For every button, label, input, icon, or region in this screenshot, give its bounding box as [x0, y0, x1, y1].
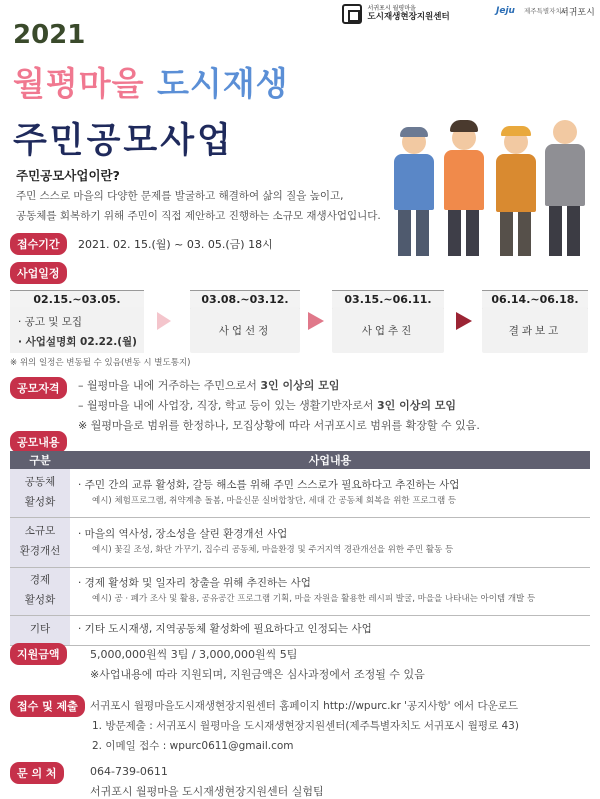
row-main-text: · 주민 간의 교류 활성화, 갈등 해소를 위해 주민 스스로가 필요하다고 추진하는 사업 — [78, 479, 460, 492]
intro-line2: 공동체를 회복하기 위해 주민이 직접 제안하고 진행하는 소규모 재생사업입니다. — [16, 210, 381, 222]
row-category — [10, 469, 70, 517]
row-category-line1: 기타 — [29, 623, 51, 636]
eligibility-item-1-bold: 3인 이상의 모임 — [260, 379, 340, 392]
row-category-line2: 활성화 — [24, 594, 56, 606]
eligibility-item-2-bold: 3인 이상의 모임 — [376, 399, 457, 412]
title-line1 — [13, 58, 289, 105]
content-col-category: 구분 — [10, 451, 70, 469]
row-content — [70, 615, 590, 645]
schedule-label: 사업일정 — [10, 262, 67, 284]
row-main-text: · 기타 도시재생, 지역공동체 활성화에 필요하다고 인정되는 사업 — [78, 623, 372, 636]
period-value: 2021. 02. 15.(월) ~ 03. 05.(금) 18시 — [78, 238, 273, 251]
schedule-note: ※ 위의 일정은 변동될 수 있음(변동 시 별도통지) — [10, 358, 191, 368]
table-row — [10, 567, 590, 615]
row-content — [70, 567, 590, 615]
schedule-date-1: 02.15.~03.05. — [10, 290, 144, 309]
eligibility-item-1 — [78, 377, 339, 393]
chef-figure — [544, 116, 586, 260]
submission-tag — [10, 695, 85, 717]
submission-item-1: 1. 방문제출 : 서귀포시 월평마을 도시재생현장지원센터(제주특별자치도 서귀포시 월평로 43) — [92, 720, 519, 732]
schedule-date-2: 03.08.~03.12. — [190, 290, 300, 309]
schedule-arrow-1 — [157, 312, 171, 330]
content-table — [10, 451, 590, 646]
row-category-line1: 공동체 — [24, 475, 56, 488]
schedule-arrow-2 — [308, 312, 324, 330]
funding-tag — [10, 643, 67, 665]
schedule-tag — [10, 262, 67, 284]
row-main-text: · 마을의 역사성, 장소성을 살린 환경개선 사업 — [78, 528, 288, 541]
row-category-line1: 경제 — [29, 574, 51, 587]
page-title: 주민공모사업 — [13, 121, 234, 161]
city-logo-name: 서귀포시 — [560, 8, 595, 18]
schedule-arrow-3 — [456, 312, 472, 330]
jeju-logo-name: 제주특별자치도 — [524, 7, 568, 15]
funding-note: ※사업내용에 따라 지원되며, 지원금액은 심사과정에서 조정될 수 있음 — [90, 668, 425, 681]
row-example-text: 예시) 공 · 폐가 조사 및 활용, 공유공간 프로그램 기획, 마을 자원을 활용한 레시피 발굴, 마을을 나타내는 아이템 개발 등 — [92, 594, 536, 605]
title-pink: 월평마을 — [13, 64, 145, 103]
year-label: 2021 — [13, 20, 86, 50]
schedule-step-1 — [10, 307, 144, 353]
table-row — [10, 615, 590, 645]
schedule-step-1-line2: · 사업설명회 02.22.(월) — [18, 335, 137, 348]
content-table-header — [10, 451, 590, 469]
row-example-text: 예시) 꽃길 조성, 화단 가꾸기, 집수리 공동체, 마을환경 및 주거지역 경관개선을 위한 주민 활동 등 — [92, 545, 454, 556]
table-row — [10, 517, 590, 567]
eligibility-item-1-text: – 월평마을 내에 거주하는 주민으로서 — [78, 379, 261, 392]
funding-value: 5,000,000원씩 3팀 / 3,000,000원씩 5팀 — [90, 648, 298, 661]
cook-figure — [442, 122, 486, 260]
eligibility-tag — [10, 377, 67, 399]
content-label: 공모내용 — [10, 431, 67, 453]
row-category — [10, 615, 70, 645]
submission-label: 접수 및 제출 — [10, 695, 85, 717]
worker-figure — [494, 126, 538, 260]
eligibility-item-2 — [78, 397, 456, 413]
row-category-line1: 소규모 — [24, 525, 56, 538]
table-row — [10, 469, 590, 517]
jeju-logo-mark: Jeju — [496, 6, 515, 16]
intro-line1: 주민 스스로 마을의 다양한 문제를 발굴하고 해결하여 삶의 질을 높이고, — [16, 190, 344, 202]
schedule-date-3: 03.15.~06.11. — [332, 290, 444, 309]
content-col-description: 사업내용 — [70, 451, 590, 469]
schedule-step-4: 결과보고 — [482, 307, 588, 353]
period-tag — [10, 233, 67, 255]
contact-label: 문 의 처 — [10, 762, 64, 784]
content-tag — [10, 431, 67, 453]
period-label: 접수기간 — [10, 233, 67, 255]
row-category — [10, 567, 70, 615]
center-logo-name: 도시재생현장지원센터 — [367, 11, 450, 22]
schedule-step-2: 사업선정 — [190, 307, 300, 353]
eligibility-note: ※ 월평마을로 범위를 한정하나, 모집상황에 따라 서귀포시로 범위를 확장할 수 있음. — [78, 419, 480, 432]
contact-org: 서귀포시 월평마을 도시재생현장지원센터 실험팀 — [90, 785, 324, 798]
center-logo — [342, 4, 450, 24]
farmer-figure — [392, 130, 436, 260]
residents-illustration — [378, 112, 588, 264]
submission-item-2: 2. 이메일 접수 : wpurc0611@gmail.com — [92, 740, 294, 752]
row-content — [70, 469, 590, 517]
row-example-text: 예시) 체험프로그램, 취약계층 돌봄, 마을신문 실버합창단, 세대 간 공동체 회복을 위한 프로그램 등 — [92, 495, 457, 506]
contact-tag — [10, 762, 64, 784]
title-blue: 도시재생 — [157, 64, 289, 103]
row-category-line2: 활성화 — [24, 495, 56, 508]
submission-line: 서귀포시 월평마을도시재생현장지원센터 홈페이지 http://wpurc.kr '공지사항' 에서 다운로드 — [90, 700, 519, 712]
eligibility-label: 공모자격 — [10, 377, 67, 399]
contact-phone: 064-739-0611 — [90, 765, 168, 778]
funding-label: 지원금액 — [10, 643, 67, 665]
schedule-step-3: 사업추진 — [332, 307, 444, 353]
schedule-date-4: 06.14.~06.18. — [482, 290, 588, 309]
center-logo-icon — [342, 4, 362, 24]
row-content — [70, 517, 590, 567]
row-category-line2: 환경개선 — [19, 545, 61, 557]
intro-question: 주민공모사업이란? — [16, 168, 120, 183]
center-logo-small: 서귀포시 월평마을 — [367, 5, 416, 13]
row-main-text: · 경제 활성화 및 일자리 창출을 위해 추진하는 사업 — [78, 577, 311, 590]
schedule-step-1-line1: · 공고 및 모집 — [18, 316, 83, 328]
eligibility-item-2-text: – 월평마을 내에 사업장, 직장, 학교 등이 있는 생활기반자로서 — [78, 399, 377, 412]
row-category — [10, 517, 70, 567]
